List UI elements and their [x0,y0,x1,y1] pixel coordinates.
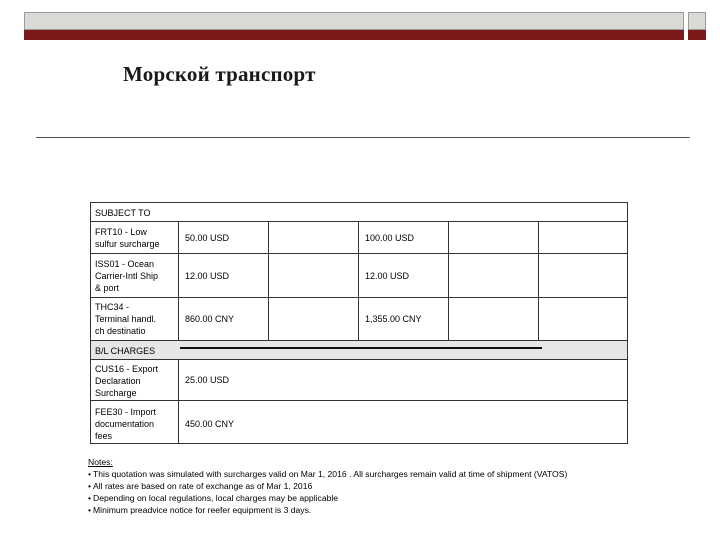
charge-value: 1,355.00 CNY [365,314,422,324]
title-divider [36,137,690,138]
charge-value: 50.00 USD [185,233,230,243]
charge-label: FEE30 - Import documentation fees [95,407,157,441]
bl-charges-row [91,341,627,360]
page-title: Морской транспорт [123,62,316,86]
note-item: • All rates are based on rate of exchange as of Mar 1, 2016 [88,481,313,491]
note-item: • This quotation was simulated with surcharges valid on Mar 1, 2016 . All surcharges remain valid at time of shipment (VATOS) [88,469,568,479]
charge-value: 860.00 CNY [185,314,235,324]
bullet-icon: • [88,505,92,515]
header-bar-dark [24,30,684,40]
charges-table [90,202,628,444]
charge-value: 450.00 CNY [185,419,235,429]
header-square-light [688,12,706,30]
table-row [91,360,627,401]
note-item: • Minimum preadvice notice for reefer equipment is 3 days. [88,505,312,515]
charge-value: 12.00 USD [365,271,410,281]
table-row [91,222,627,254]
charge-value: 100.00 USD [365,233,415,243]
table-header-row [91,203,627,222]
charge-value: 12.00 USD [185,271,230,281]
bullet-icon: • [88,493,92,503]
note-item: • Depending on local regulations, local charges may be applicable [88,493,339,503]
bl-charges-rule [180,347,542,349]
charge-label: CUS16 - Export Declaration Surcharge [95,364,159,398]
charge-label: FRT10 - Low sulfur surcharge [95,227,160,249]
header-bar-light [24,12,684,30]
table-row [91,254,627,298]
subject-to-label: SUBJECT TO [95,208,151,218]
header-square-dark [688,30,706,40]
charge-label: THC34 - Terminal handl. ch destinatio [95,302,157,336]
notes-section [88,456,567,516]
bullet-icon: • [88,481,92,491]
bl-charges-label: B/L CHARGES [95,346,156,356]
table-row [91,401,627,443]
table-row [91,298,627,341]
notes-heading: Notes: [88,457,113,467]
charge-value: 25.00 USD [185,375,230,385]
charge-label: ISS01 - Ocean Carrier-Intl Ship & port [95,259,159,293]
bullet-icon: • [88,469,92,479]
